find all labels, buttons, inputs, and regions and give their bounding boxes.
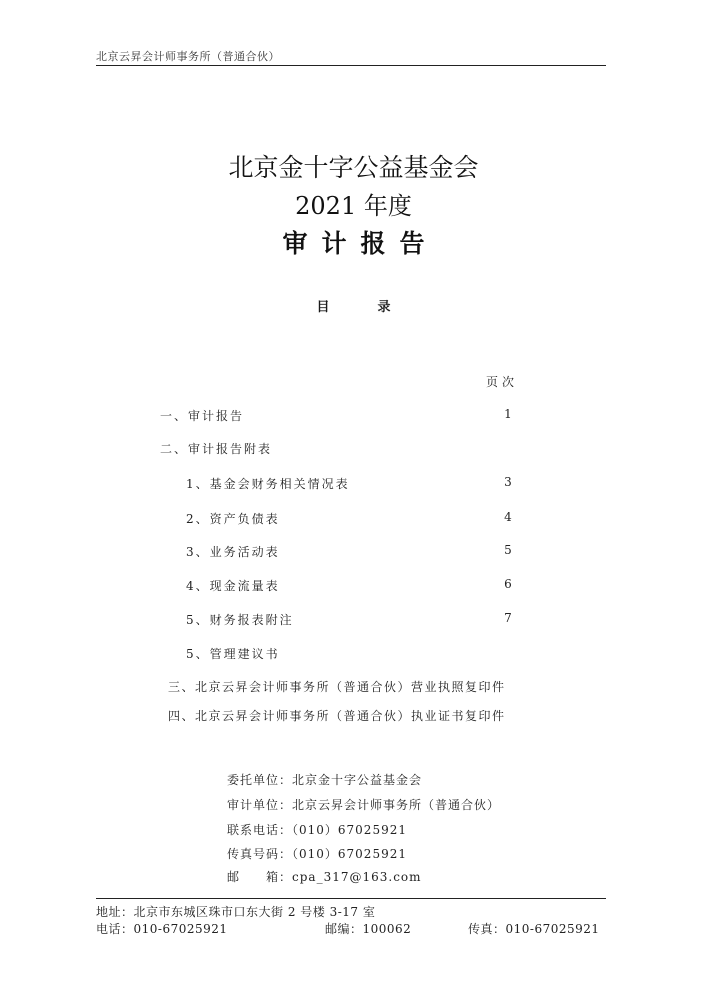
toc-item-label: 一、审计报告 [160,409,245,423]
fax-info: 传真号码：（010）67025921 [227,847,407,861]
header-divider [96,65,606,66]
toc-page-column-label: 页次 [486,375,519,389]
email-value: cpa_317@163.com [292,870,422,884]
client-info: 委托单位：北京金十字公益基金会 [227,773,423,787]
toc-item-label: 3、业务活动表 [186,545,280,559]
toc-item-page: 7 [504,611,512,625]
toc-item-label: 2、资产负债表 [186,512,280,526]
footer-postcode: 邮编：100062 [325,922,412,936]
toc-item-page: 3 [504,475,512,489]
auditor-info: 审计单位：北京云昇会计师事务所（普通合伙） [227,798,501,812]
toc-heading-left: 目 [316,300,330,315]
toc-item-page: 4 [504,510,512,524]
report-org-title: 北京金十字公益基金会 [228,153,479,182]
email-info [227,868,422,885]
toc-heading [0,296,707,315]
footer-divider [96,898,606,899]
toc-item-label: 三、北京云昇会计师事务所（普通合伙）营业执照复印件 [168,680,506,694]
toc-heading-right: 录 [377,300,391,315]
toc-item-label: 4、现金流量表 [186,579,280,593]
header-firm-name: 北京云昇会计师事务所（普通合伙） [96,50,280,63]
toc-item-page: 1 [504,407,512,421]
report-year-title: 2021 年度 [295,192,412,220]
toc-item-label: 二、审计报告附表 [160,442,273,456]
toc-item-label: 四、北京云昇会计师事务所（普通合伙）执业证书复印件 [168,709,506,723]
footer-phone: 电话：010-67025921 [96,922,228,936]
report-type-title: 审计报告 [282,229,439,258]
phone-info: 联系电话：（010）67025921 [227,823,407,837]
toc-item-label: 5、管理建议书 [186,647,280,661]
email-label-suffix: 箱： [266,870,293,884]
footer-fax: 传真：010-67025921 [468,922,600,936]
footer-address: 地址：北京市东城区珠市口东大街 2 号楼 3-17 室 [96,905,376,919]
toc-item-page: 5 [504,543,512,557]
toc-item-page: 6 [504,577,512,591]
email-label: 邮 [227,870,241,884]
toc-item-label: 5、财务报表附注 [186,613,294,627]
toc-item-label: 1、基金会财务相关情况表 [186,477,350,491]
